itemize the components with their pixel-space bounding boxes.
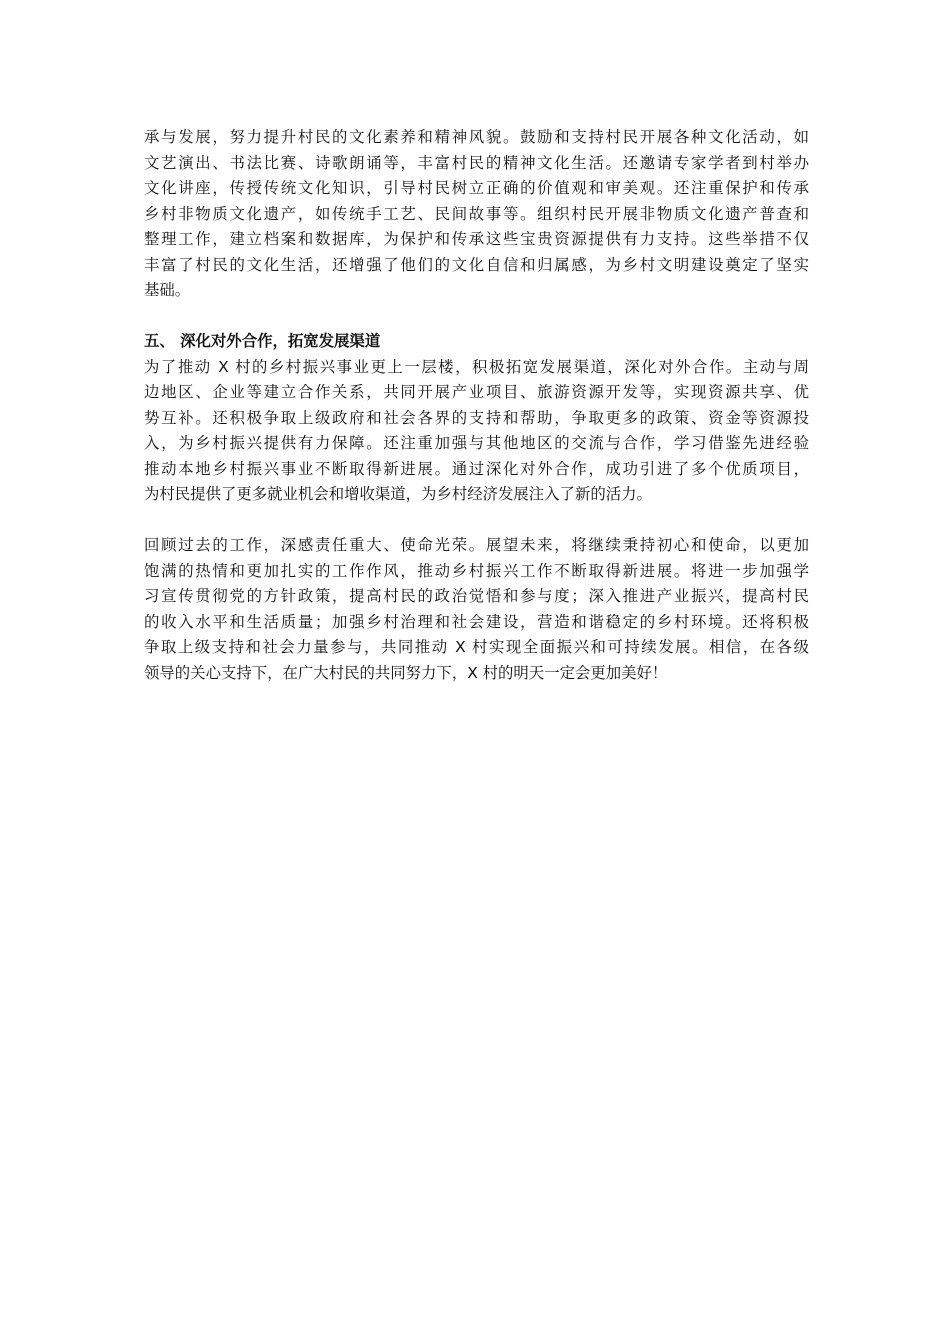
text-line: 乡村非物质文化遗产，如传统手工艺、民间故事等。组织村民开展非物质文化遗产普查和 <box>144 204 809 223</box>
section-heading: 五、 深化对外合作，拓宽发展渠道 <box>144 332 381 350</box>
paragraph-cooperation <box>144 355 809 508</box>
text-line: 领导的关心支持下，在广大村民的共同努力下，X 村的明天一定会更加美好！ <box>144 663 668 682</box>
text-line: 为村民提供了更多就业机会和增收渠道，为乡村经济发展注入了新的活力。 <box>144 485 652 503</box>
text-line: 回顾过去的工作，深感责任重大、使命光荣。展望未来，将继续秉持初心和使命，以更加 <box>144 536 809 554</box>
text-line: 势互补。还积极争取上级政府和社会各界的支持和帮助，争取更多的政策、资金等资源投 <box>144 408 809 427</box>
text-line: 争取上级支持和社会力量参与，共同推动 X 村实现全面振兴和可持续发展。相信，在各级 <box>144 638 809 656</box>
paragraph-gap <box>144 508 809 534</box>
text-line: 的收入水平和生活质量；加强乡村治理和社会建设，营造和谐稳定的乡村环境。还将积极 <box>144 612 809 631</box>
text-line: 丰富了村民的文化生活，还增强了他们的文化自信和归属感，为乡村文明建设奠定了坚实 <box>144 255 809 274</box>
text-line: 文艺演出、书法比赛、诗歌朗诵等，丰富村民的精神文化生活。还邀请专家学者到村举办 <box>144 153 809 172</box>
text-line: 文化讲座，传授传统文化知识，引导村民树立正确的价值观和审美观。还注重保护和传承 <box>144 179 809 197</box>
text-line: 推动本地乡村振兴事业不断取得新进展。通过深化对外合作，成功引进了多个优质项目， <box>144 459 809 478</box>
text-line: 入，为乡村振兴提供有力保障。还注重加强与其他地区的交流与合作，学习借鉴先进经验 <box>144 434 809 452</box>
text-line: 饱满的热情和更加扎实的工作作风，推动乡村振兴工作不断取得新进展。将进一步加强学 <box>144 561 809 580</box>
text-line: 习宣传贯彻党的方针政策，提高村民的政治觉悟和参与度；深入推进产业振兴，提高村民 <box>144 587 809 605</box>
document-page <box>144 125 809 686</box>
paragraph-culture <box>144 125 809 304</box>
text-line: 为了推动 X 村的乡村振兴事业更上一层楼，积极拓宽发展渠道，深化对外合作。主动与周 <box>144 357 809 376</box>
text-line: 基础。 <box>144 281 191 299</box>
text-line: 边地区、企业等建立合作关系，共同开展产业项目、旅游资源开发等，实现资源共享、优 <box>144 383 809 401</box>
text-line: 承与发展，努力提升村民的文化素养和精神风貌。鼓励和支持村民开展各种文化活动，如 <box>144 128 809 146</box>
paragraph-gap <box>144 304 809 330</box>
text-line: 整理工作，建立档案和数据库，为保护和传承这些宝贵资源提供有力支持。这些举措不仅 <box>144 230 809 248</box>
paragraph-conclusion <box>144 533 809 686</box>
